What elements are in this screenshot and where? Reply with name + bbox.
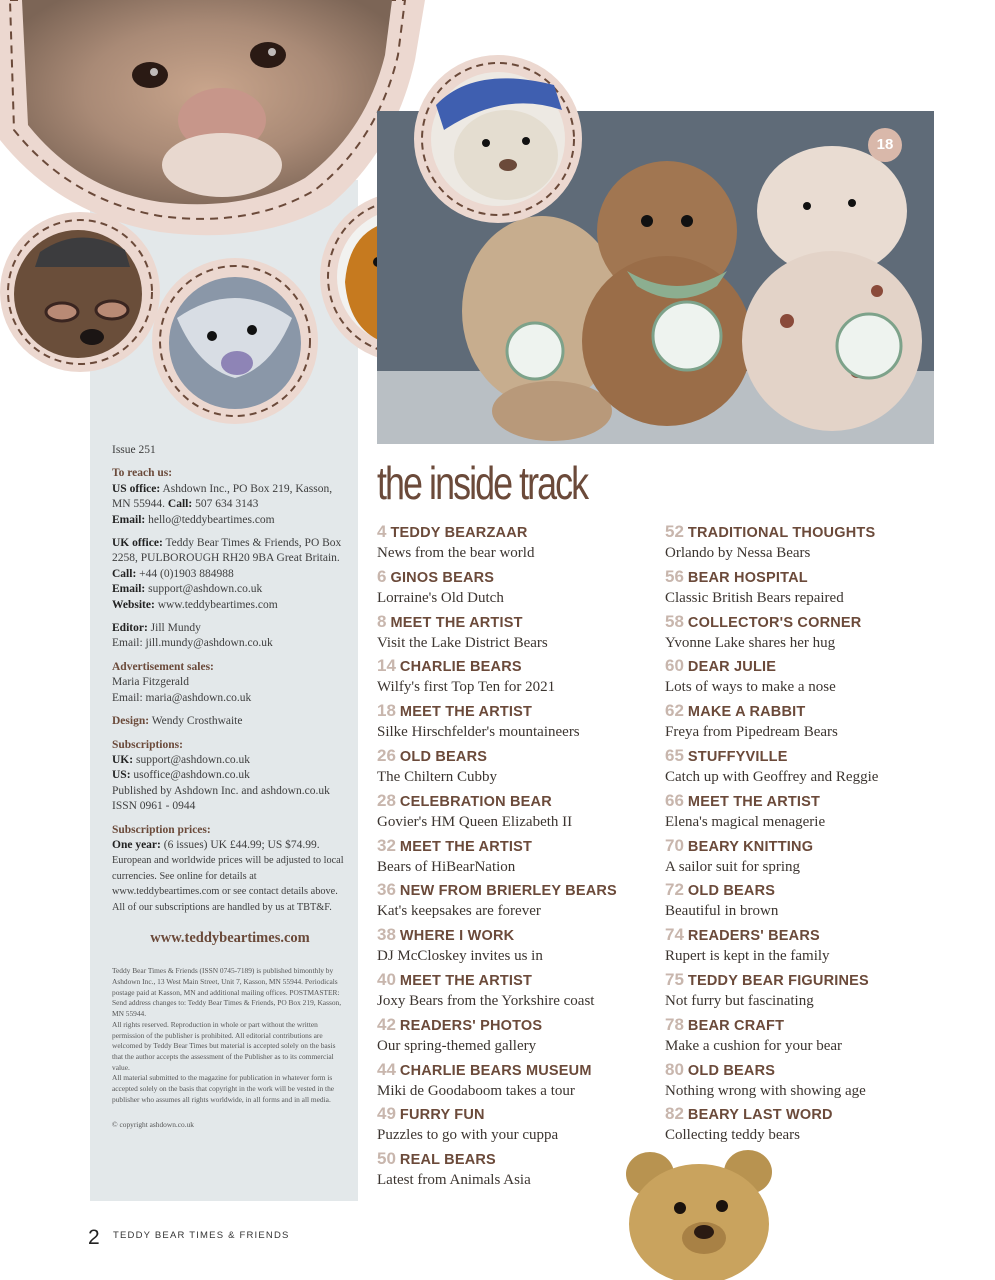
contents-entry[interactable] (665, 701, 965, 746)
entry-description: Nothing wrong with showing age (665, 1082, 866, 1099)
entry-section: CELEBRATION BEAR (399, 793, 552, 810)
entry-page-number: 70 (665, 835, 684, 855)
entry-section: OLD BEARS (399, 748, 488, 765)
website-link[interactable]: www.teddybeartimes.com (154, 598, 278, 611)
one-year-label: One year: (112, 838, 161, 851)
contents-entry[interactable] (377, 746, 677, 791)
entry-page-number: 8 (377, 611, 387, 631)
entry-section: CHARLIE BEARS MUSEUM (399, 1062, 592, 1079)
entry-description: Yvonne Lake shares her hug (665, 634, 836, 651)
prices-note: European and worldwide prices will be adjusted to local currencies. See online for details at www.teddybeartimes.com or see contact details above. All of our subscriptions are handled by us at TBT&F. (112, 855, 344, 913)
entry-description: Our spring-themed gallery (377, 1037, 537, 1054)
fine-print-rights: All rights reserved. Reproduction in whole or part without the written permission of the publisher is prohibited. All editorial contributions are welcomed by Teddy Bear Times but material is accepted solely on the basis that the author accepts the assessment of the Publisher as to its commercial value. (112, 1019, 336, 1072)
entry-description: News from the bear world (377, 545, 535, 561)
uk-call-label: Call: (112, 567, 137, 580)
entry-description: Lorraine's Old Dutch (377, 589, 504, 606)
entry-page-number: 60 (665, 656, 684, 676)
ads-block (112, 660, 348, 706)
bear-fluffy-image (152, 258, 318, 424)
contents-entry[interactable] (665, 925, 965, 970)
entry-section: TEDDY BEAR FIGURINES (687, 972, 869, 989)
bear-right-figure (742, 146, 922, 431)
contents-entry[interactable] (665, 880, 965, 925)
entry-heading (377, 701, 677, 722)
entry-heading (665, 567, 965, 588)
entry-heading (665, 925, 965, 946)
entry-page-number: 80 (665, 1059, 684, 1079)
entry-heading (377, 612, 677, 633)
entry-page-number: 78 (665, 1014, 684, 1034)
fine-print-submissions: All material submitted to the magazine for publication in whatever form is accepted solely on the basis that copyright in the work will be vested in the publisher who assumes all rights worldwide, in all forms and in all media. (112, 1073, 335, 1104)
entry-heading (377, 791, 677, 812)
contents-entry[interactable] (665, 656, 965, 701)
uk-email-label: Email: (112, 583, 146, 596)
contents-column-left (377, 522, 677, 1194)
entry-heading (665, 791, 965, 812)
entry-page-number: 40 (377, 969, 396, 989)
entry-section: DEAR JULIE (687, 659, 777, 676)
entry-description: Classic British Bears repaired (665, 589, 844, 606)
entry-heading (665, 1060, 965, 1081)
entry-page-number: 62 (665, 701, 684, 721)
entry-heading (377, 836, 677, 857)
subs-us-link[interactable]: usoffice@ashdown.co.uk (130, 769, 250, 782)
entry-section: MEET THE ARTIST (687, 793, 821, 810)
entry-heading (377, 1060, 677, 1081)
entry-page-number: 65 (665, 745, 684, 765)
contents-entry[interactable] (665, 746, 965, 791)
entry-page-number: 6 (377, 566, 387, 586)
contents-entry[interactable] (665, 1060, 965, 1105)
entry-page-number: 72 (665, 880, 684, 900)
entry-page-number: 49 (377, 1104, 396, 1124)
contents-entry[interactable] (377, 656, 677, 701)
entry-section: FURRY FUN (399, 1107, 485, 1124)
entry-description: Silke Hirschfelder's mountaineers (377, 724, 580, 741)
contents-entry[interactable] (665, 970, 965, 1015)
entry-section: GINOS BEARS (390, 569, 495, 586)
entry-description: Not furry but fascinating (665, 992, 814, 1009)
bear-fluffy-photo (152, 258, 318, 424)
uk-email-link[interactable]: support@ashdown.co.uk (145, 583, 263, 596)
ads-email-link[interactable]: Email: maria@ashdown.co.uk (112, 691, 252, 704)
entry-description: Miki de Goodaboom takes a tour (377, 1082, 575, 1099)
entry-heading (377, 925, 677, 946)
subs-us-label: US: (112, 769, 131, 782)
contents-entry[interactable] (377, 612, 677, 657)
entry-description: Govier's HM Queen Elizabeth II (377, 813, 573, 830)
entry-heading (665, 970, 965, 991)
bear-sunglasses-photo (0, 212, 160, 372)
entry-page-number: 26 (377, 745, 396, 765)
us-call-text: 507 634 3143 (192, 498, 259, 511)
website-label: Website: (112, 598, 155, 611)
bear-blue-hat-image (414, 55, 582, 223)
entry-page-number: 50 (377, 1149, 396, 1169)
fine-print (112, 966, 348, 1130)
entry-section: NEW FROM BRIERLEY BEARS (399, 883, 617, 900)
us-office-text: Ashdown Inc., PO Box 219, Kasson, MN 55944. (112, 482, 333, 511)
uk-call-text: +44 (0)1903 884988 (136, 567, 234, 580)
contents-entry[interactable] (377, 567, 677, 612)
entry-section: BEARY LAST WORD (687, 1107, 833, 1124)
entry-heading (665, 836, 965, 857)
entry-description: Wilfy's first Top Ten for 2021 (377, 679, 556, 696)
prices-block (112, 823, 348, 915)
entry-page-number: 56 (665, 566, 684, 586)
entry-section: CHARLIE BEARS (399, 659, 522, 676)
subscriptions-block (112, 738, 348, 815)
entry-page-number: 66 (665, 790, 684, 810)
entry-heading (377, 746, 677, 767)
entry-section: REAL BEARS (399, 1152, 496, 1169)
entry-heading (665, 746, 965, 767)
page-badge: 18 (868, 128, 902, 162)
contact-us-block (112, 466, 348, 528)
entry-heading (377, 567, 677, 588)
entry-section: BEAR CRAFT (687, 1017, 785, 1034)
uk-office-block (112, 536, 348, 613)
entry-page-number: 14 (377, 656, 396, 676)
entry-description: Catch up with Geoffrey and Reggie (665, 768, 879, 785)
entry-description: A sailor suit for spring (665, 858, 800, 875)
entry-heading (665, 656, 965, 677)
entry-description: Make a cushion for your bear (665, 1037, 843, 1054)
us-call-label: Call: (167, 498, 193, 511)
bear-blue-hat-photo (414, 55, 582, 223)
editor-name: Jill Mundy (147, 622, 201, 635)
entry-description: Lots of ways to make a nose (665, 679, 836, 696)
contents-entry[interactable] (665, 1104, 965, 1149)
entry-section: MEET THE ARTIST (399, 704, 533, 721)
entry-page-number: 52 (665, 522, 684, 541)
entry-description: The Chiltern Cubby (377, 768, 497, 785)
entry-heading (377, 522, 677, 543)
uk-office-text: Teddy Bear Times & Friends, PO Box 2258, PULBOROUGH RH20 9BA Great Britain. (112, 537, 342, 565)
entry-page-number: 38 (377, 925, 396, 945)
entry-heading (665, 1015, 965, 1036)
copyright: © copyright ashdown.co.uk (112, 1119, 194, 1129)
entry-description: DJ McCloskey invites us in (377, 948, 543, 965)
entry-section: MAKE A RABBIT (687, 704, 806, 721)
entry-section: COLLECTOR'S CORNER (687, 614, 862, 631)
contents-entry[interactable] (377, 791, 677, 836)
magazine-name: TEDDY BEAR TIMES & FRIENDS (113, 1230, 290, 1241)
entry-section: STUFFYVILLE (687, 748, 788, 765)
uk-office-label: UK office: (112, 537, 163, 550)
entry-heading (377, 1104, 677, 1125)
entry-description: Collecting teddy bears (665, 1127, 800, 1144)
entry-heading (665, 1104, 965, 1125)
contents-entry[interactable] (377, 1015, 677, 1060)
bottom-bear-photo (618, 1146, 780, 1280)
entry-description: Visit the Lake District Bears (377, 634, 548, 651)
entry-heading (665, 612, 965, 633)
entry-page-number: 28 (377, 790, 396, 810)
us-email-label: Email: (112, 513, 146, 526)
entry-heading (377, 880, 677, 901)
ads-name: Maria Fitzgerald (112, 676, 189, 689)
contents-entry[interactable] (665, 567, 965, 612)
published-by: Published by Ashdown Inc. and ashdown.co.uk ISSN 0961 - 0944 (112, 784, 330, 813)
contents-entry[interactable] (377, 1104, 677, 1149)
contents-entry[interactable] (665, 612, 965, 657)
entry-heading (377, 656, 677, 677)
bear-middle-figure (582, 161, 752, 426)
contents-entry[interactable] (377, 836, 677, 881)
bear-sunglasses-image (0, 212, 160, 372)
entry-page-number: 82 (665, 1104, 684, 1124)
site-url-link[interactable]: www.teddybeartimes.com (150, 929, 310, 946)
contents-entry[interactable] (665, 791, 965, 836)
entry-section: BEARY KNITTING (687, 838, 814, 855)
fine-print-publishing: Teddy Bear Times & Friends (ISSN 0745-7189) is published bimonthly by Ashdown Inc., 13 West Main Street, Unit 7, Kasson, MN 55944. Periodicals postage paid at Kasson, MN and additional mailing offices. POSTMASTER: Send address changes to: Teddy Bear Times & Friends, PO Box 219, Kasson, MN 55944. (112, 966, 342, 1019)
contents-entry[interactable] (377, 970, 677, 1015)
entry-description: Puzzles to go with your cuppa (377, 1127, 559, 1144)
entry-section: TRADITIONAL THOUGHTS (687, 525, 876, 541)
ads-heading: Advertisement sales: (112, 660, 214, 673)
entry-description: Joxy Bears from the Yorkshire coast (377, 992, 595, 1009)
contents-entry[interactable] (377, 925, 677, 970)
subs-heading: Subscriptions: (112, 738, 183, 751)
entry-heading (665, 522, 965, 543)
sidebar-text (112, 443, 348, 1130)
us-office-label: US office: (112, 482, 161, 495)
contents-entry[interactable] (665, 522, 965, 567)
contents-entry[interactable] (665, 1015, 965, 1060)
entry-heading (377, 970, 677, 991)
us-email-link[interactable]: hello@teddybeartimes.com (145, 513, 275, 526)
editor-block (112, 621, 348, 652)
entry-section: TEDDY BEARZAAR (390, 525, 528, 541)
issue-number: Issue 251 (112, 444, 156, 456)
subs-uk-link[interactable]: support@ashdown.co.uk (133, 753, 251, 766)
entry-page-number: 58 (665, 611, 684, 631)
contents-entry[interactable] (377, 880, 677, 925)
design-name: Wendy Crosthwaite (149, 715, 243, 728)
contents-column-right (665, 522, 965, 1149)
entry-page-number: 4 (377, 522, 387, 541)
entry-page-number: 44 (377, 1059, 396, 1079)
design-block (112, 714, 348, 729)
entry-section: BEAR HOSPITAL (687, 569, 808, 586)
one-year-price: (6 issues) UK £44.99; US $74.99. (160, 838, 320, 851)
contents-entry[interactable] (377, 701, 677, 746)
entry-section: OLD BEARS (687, 1062, 776, 1079)
entry-section: MEET THE ARTIST (399, 838, 533, 855)
contents-entry[interactable] (377, 1060, 677, 1105)
entry-page-number: 74 (665, 925, 684, 945)
page-number: 2 (88, 1226, 100, 1249)
entry-description: Rupert is kept in the family (665, 948, 830, 965)
editor-email-link[interactable]: Email: jill.mundy@ashdown.co.uk (112, 637, 273, 650)
contents-entry[interactable] (377, 522, 677, 567)
entry-page-number: 36 (377, 880, 396, 900)
prices-heading: Subscription prices: (112, 823, 211, 836)
entry-section: READERS' PHOTOS (399, 1017, 543, 1034)
entry-section: MEET THE ARTIST (390, 614, 523, 631)
subs-uk-label: UK: (112, 753, 134, 766)
entry-section: WHERE I WORK (399, 928, 515, 945)
reach-heading: To reach us: (112, 467, 173, 480)
entry-description: Beautiful in brown (665, 903, 779, 920)
entry-description: Orlando by Nessa Bears (665, 545, 811, 561)
entry-description: Kat's keepsakes are forever (377, 903, 541, 920)
entry-description: Elena's magical menagerie (665, 813, 826, 830)
entry-section: MEET THE ARTIST (399, 972, 533, 989)
contents-entry[interactable] (665, 836, 965, 881)
entry-page-number: 18 (377, 701, 396, 721)
entry-heading (377, 1015, 677, 1036)
entry-page-number: 42 (377, 1014, 396, 1034)
entry-section: READERS' BEARS (687, 928, 820, 945)
contents-title: the inside track (377, 457, 588, 509)
entry-description: Latest from Animals Asia (377, 1172, 531, 1189)
design-label: Design: (112, 715, 150, 728)
editor-label: Editor: (112, 622, 148, 635)
entry-heading (665, 880, 965, 901)
entry-page-number: 75 (665, 969, 684, 989)
entry-heading (665, 701, 965, 722)
entry-page-number: 32 (377, 835, 396, 855)
entry-description: Bears of HiBearNation (377, 858, 516, 875)
entry-description: Freya from Pipedream Bears (665, 724, 838, 741)
entry-section: OLD BEARS (687, 883, 776, 900)
